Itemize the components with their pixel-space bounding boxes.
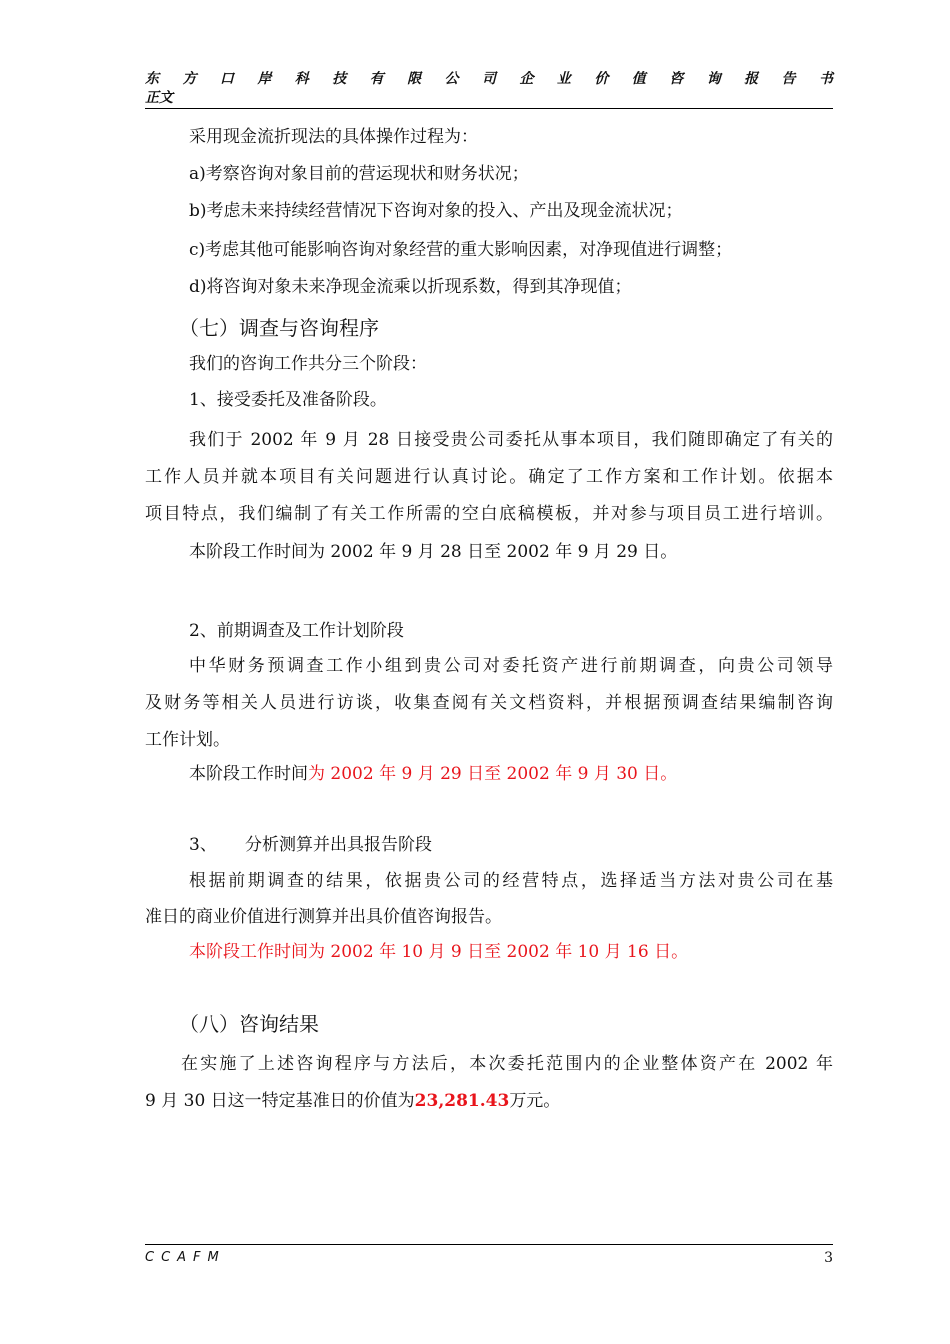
method-step-d: d)将咨询对象未来净现金流乘以折现系数，得到其净现值；: [189, 277, 632, 297]
stage3-line: 准日的商业价值进行测算并出具价值咨询报告。: [145, 907, 502, 927]
result-line-2: [145, 1090, 560, 1112]
result-value: 23,281.43: [414, 1091, 510, 1111]
method-intro: 采用现金流折现法的具体操作过程为：: [189, 127, 478, 147]
footer-rule: [145, 1244, 833, 1245]
section7-heading: （七）调查与咨询程序: [179, 316, 379, 340]
header-rule: [145, 108, 833, 109]
stage1-line: 我们于 2002 年 9 月 28 日接受贵公司委托从事本项目，我们随即确定了有关的: [189, 430, 833, 450]
stage2-title: 2、前期调查及工作计划阶段: [189, 621, 404, 641]
method-step-c: c)考虑其他可能影响咨询对象经营的重大影响因素，对净现值进行调整；: [189, 240, 733, 260]
stage1-line: 项目特点，我们编制了有关工作所需的空白底稿模板，并对参与项目员工进行培训。: [145, 504, 833, 524]
header-title: 东方口岸科技有限公司企业价值咨询报告书: [145, 71, 833, 87]
stage1-line: 工作人员并就本项目有关问题进行认真讨论。确定了工作方案和工作计划。依据本: [145, 467, 833, 487]
stage2-time-prefix: 本阶段工作时间: [189, 764, 308, 784]
method-step-b: b)考虑未来持续经营情况下咨询对象的投入、产出及现金流状况；: [189, 201, 683, 221]
stage2-time: [189, 763, 677, 785]
stage1-title: 1、接受委托及准备阶段。: [189, 390, 387, 410]
result-line-2-prefix: 9 月 30 日这一特定基准日的价值为: [145, 1091, 415, 1111]
section7-intro: 我们的咨询工作共分三个阶段：: [189, 354, 427, 374]
stage2-line: 工作计划。: [145, 730, 230, 750]
stage2-line: 中华财务预调查工作小组到贵公司对委托资产进行前期调查，向贵公司领导: [189, 656, 833, 676]
stage3-time: 本阶段工作时间为 2002 年 10 月 9 日至 2002 年 10 月 16 日。: [189, 942, 689, 962]
footer-org: CCAFM: [145, 1250, 226, 1265]
method-step-a: a)考察咨询对象目前的营运现状和财务状况；: [189, 164, 529, 184]
stage3-line: 根据前期调查的结果，依据贵公司的经营特点，选择适当方法对贵公司在基: [189, 871, 833, 891]
stage2-time-red: 为 2002 年 9 月 29 日至 2002 年 9 月 30 日。: [308, 764, 678, 784]
result-line-2-suffix: 万元。: [509, 1091, 561, 1111]
stage2-line: 及财务等相关人员进行访谈，收集查阅有关文档资料，并根据预调查结果编制咨询: [145, 693, 833, 713]
stage3-title: 分析测算并出具报告阶段: [245, 835, 432, 855]
stage3-number: 3、: [189, 835, 217, 855]
header-subtitle: 正文: [145, 90, 173, 106]
page-number: 3: [824, 1250, 833, 1266]
stage1-time: 本阶段工作时间为 2002 年 9 月 28 日至 2002 年 9 月 29 日。: [189, 542, 678, 562]
result-line-1: 在实施了上述咨询程序与方法后，本次委托范围内的企业整体资产在 2002 年: [181, 1054, 833, 1074]
section8-heading: （八）咨询结果: [179, 1012, 319, 1036]
